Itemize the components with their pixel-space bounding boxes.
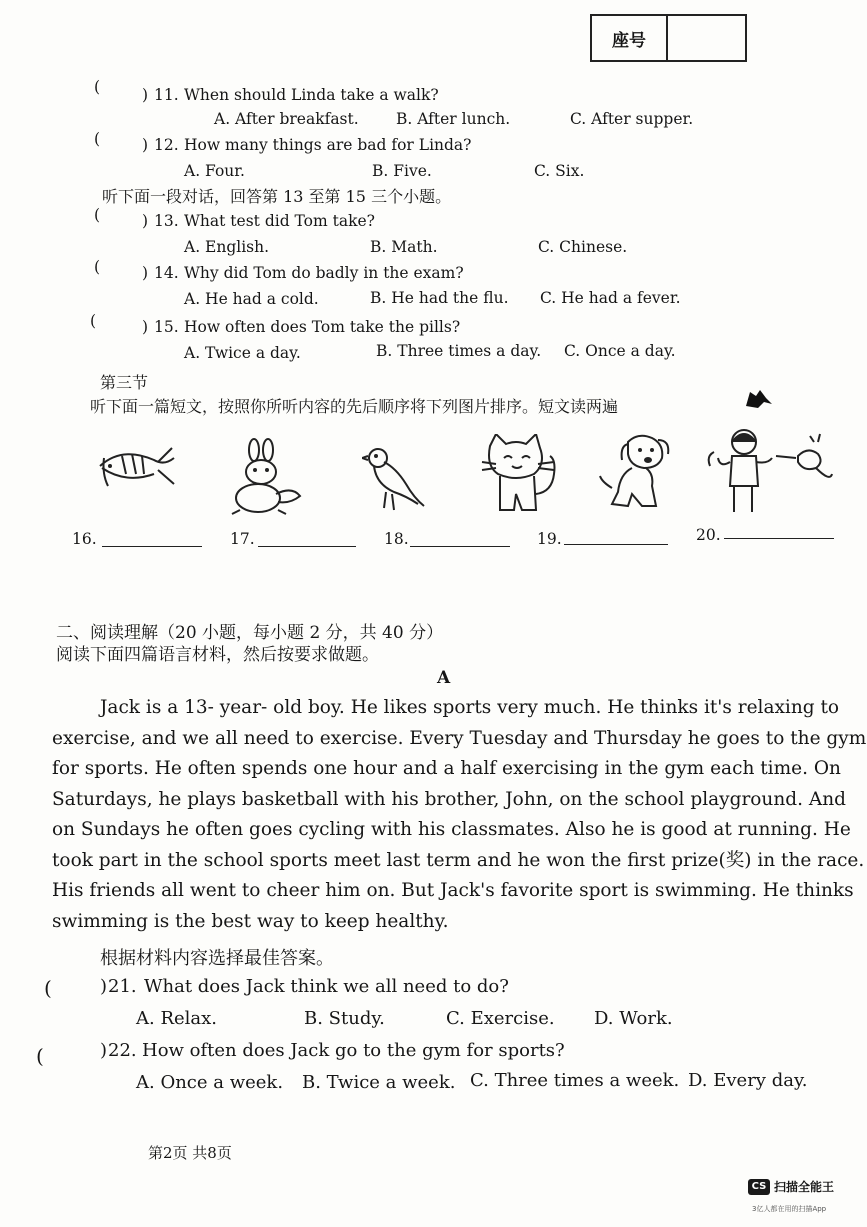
q11-option-b: B. After lunch. <box>396 110 511 128</box>
question-15-close: ) <box>142 318 149 336</box>
question-14-close: ) <box>142 264 149 282</box>
passage-line: swimming is the best way to keep healthy. <box>52 910 449 932</box>
q13-option-a: A. English. <box>184 238 270 256</box>
cat-picture <box>480 434 560 518</box>
q15-option-a: A. Twice a day. <box>184 344 301 362</box>
question-21-close: ) <box>100 976 108 997</box>
q15-option-c: C. Once a day. <box>564 342 676 360</box>
q14-option-c: C. He had a fever. <box>540 289 681 307</box>
q12-option-a: A. Four. <box>184 162 245 180</box>
question-14-number: 14. <box>154 264 179 282</box>
question-11-text: When should Linda take a walk? <box>184 86 439 104</box>
q14-option-a: A. He had a cold. <box>184 290 319 308</box>
passage-line: for sports. He often spends one hour and a half exercising in the gym each time. On <box>52 758 841 779</box>
question-11-close: ) <box>142 86 149 104</box>
answer-paren-14[interactable]: ( <box>94 258 101 276</box>
blank-18-line[interactable] <box>410 546 510 547</box>
q13-option-b: B. Math. <box>370 238 438 256</box>
question-12-text: How many things are bad for Linda? <box>184 136 472 154</box>
rabbit-picture <box>228 438 304 518</box>
scanner-tagline: 3亿人都在用的扫描App <box>752 1205 827 1213</box>
boy-feeding-picture <box>706 428 838 516</box>
question-21-number: 21. <box>108 976 137 997</box>
blank-20-label: 20. <box>696 526 721 544</box>
question-13-close: ) <box>142 212 149 230</box>
passage-line: on Sundays he often goes cycling with his classmates. Also he is good at running. He <box>52 819 851 840</box>
q11-option-a: A. After breakfast. <box>214 110 359 128</box>
seat-number-box <box>590 14 747 62</box>
question-22-text: How often does Jack go to the gym for sports? <box>142 1040 565 1061</box>
passage-line: took part in the school sports meet last term and he won the first prize(奖) in the race. <box>52 849 865 871</box>
dog-picture <box>598 432 680 512</box>
blank-16-label: 16. <box>72 530 97 548</box>
answer-paren-12[interactable]: ( <box>94 130 101 148</box>
question-15-number: 15. <box>154 318 179 336</box>
scanner-watermark <box>748 1178 834 1195</box>
fish-picture <box>92 440 184 496</box>
section3-instruction: 听下面一篇短文，按照你所听内容的先后顺序将下列图片排序。短文读两遍 <box>90 397 619 416</box>
question-15-text: How often does Tom take the pills? <box>184 318 461 336</box>
answer-paren-21[interactable]: ( <box>44 976 52 1000</box>
blank-16-line[interactable] <box>102 546 202 547</box>
choose-instruction: 根据材料内容选择最佳答案。 <box>100 948 334 969</box>
reading-instruction: 阅读下面四篇语言材料，然后按要求做题。 <box>56 645 379 665</box>
passage-line: His friends all went to cheer him on. But Jack's favorite sport is swimming. He thinks <box>52 880 854 901</box>
q11-option-c: C. After supper. <box>570 110 694 128</box>
question-12-close: ) <box>142 136 149 154</box>
passage-line: Jack is a 13- year- old boy. He likes sports very much. He thinks it's relaxing to <box>100 697 840 718</box>
blank-18-label: 18. <box>384 530 409 548</box>
q21-option-b: B. Study. <box>304 1008 385 1029</box>
answer-paren-22[interactable]: ( <box>36 1044 44 1068</box>
q22-option-c: C. Three times a week. <box>470 1070 680 1091</box>
answer-paren-13[interactable]: ( <box>94 206 101 224</box>
question-21-text: What does Jack think we all need to do? <box>144 976 509 997</box>
seat-number-label: 座号 <box>592 16 668 60</box>
q12-option-b: B. Five. <box>372 162 432 180</box>
q22-option-b: B. Twice a week. <box>302 1072 456 1093</box>
question-14-text: Why did Tom do badly in the exam? <box>184 264 464 282</box>
bird-picture <box>362 444 428 516</box>
passage-line: Saturdays, he plays basketball with his brother, John, on the school playground. And <box>52 788 846 810</box>
reading-section-header: 二、阅读理解（20 小题，每小题 2 分，共 40 分） <box>56 623 444 643</box>
blank-17-line[interactable] <box>258 546 356 547</box>
seat-number-field[interactable] <box>668 16 745 60</box>
question-11-number: 11. <box>154 86 179 104</box>
q21-option-c: C. Exercise. <box>446 1008 555 1029</box>
q22-option-d: D. Every day. <box>688 1070 808 1091</box>
q14-option-b: B. He had the flu. <box>370 289 509 307</box>
q15-option-b: B. Three times a day. <box>376 342 542 360</box>
q21-option-a: A. Relax. <box>136 1008 218 1029</box>
q21-option-d: D. Work. <box>594 1008 673 1029</box>
question-13-text: What test did Tom take? <box>184 212 375 230</box>
q22-option-a: A. Once a week. <box>136 1072 284 1093</box>
blank-19-label: 19. <box>537 530 562 548</box>
passage-title: A <box>437 668 451 688</box>
question-12-number: 12. <box>154 136 179 154</box>
question-13-number: 13. <box>154 212 179 230</box>
ink-blot-icon <box>744 388 774 410</box>
q13-option-c: C. Chinese. <box>538 238 628 256</box>
answer-paren-15[interactable]: ( <box>90 312 97 330</box>
question-22-number: 22. <box>108 1040 137 1061</box>
blank-17-label: 17. <box>230 530 255 548</box>
passage-line: exercise, and we all need to exercise. Every Tuesday and Thursday he goes to the gym <box>52 727 867 749</box>
scanner-logo-icon: CS <box>748 1179 770 1195</box>
passage-a <box>52 693 867 937</box>
section3-title: 第三节 <box>100 373 149 392</box>
blank-19-line[interactable] <box>564 544 668 545</box>
question-22-close: ) <box>100 1040 108 1061</box>
dialog-instruction: 听下面一段对话，回答第 13 至第 15 三个小题。 <box>102 187 452 206</box>
page-number: 第2页 共8页 <box>148 1144 232 1162</box>
blank-20-line[interactable] <box>724 538 834 539</box>
q12-option-c: C. Six. <box>534 162 585 180</box>
scanner-brand: 扫描全能王 <box>774 1180 835 1194</box>
answer-paren-11[interactable]: ( <box>94 78 101 96</box>
